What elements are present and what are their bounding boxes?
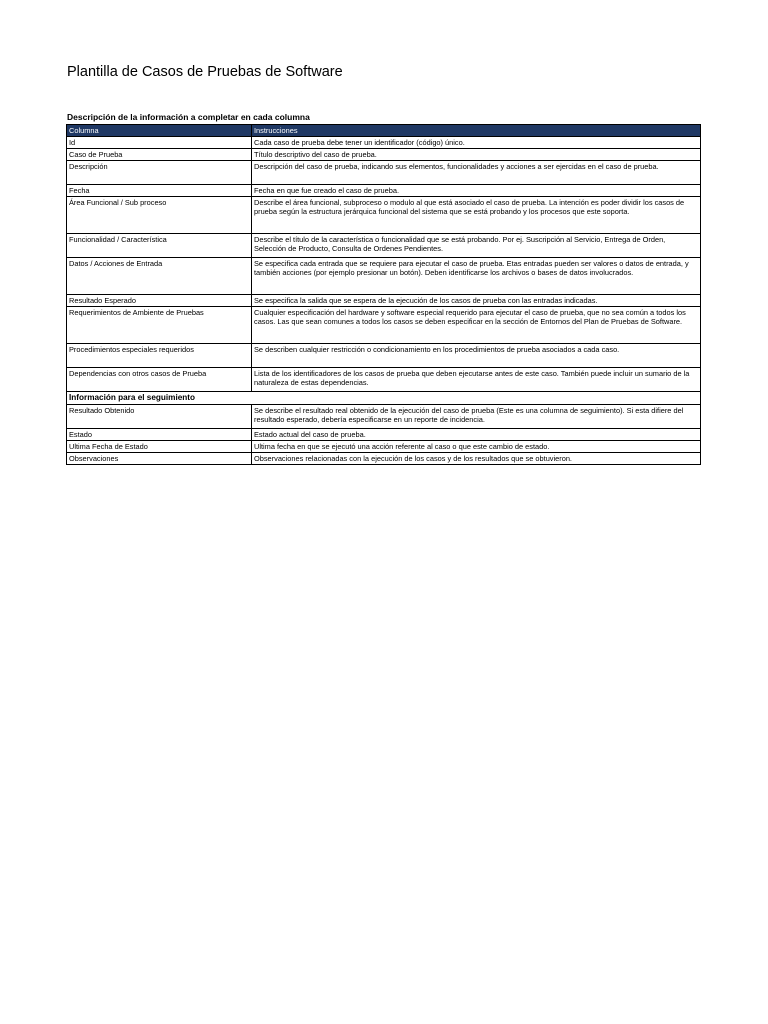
row-column-name: Procedimientos especiales requeridos	[67, 344, 252, 368]
table-row	[67, 441, 701, 453]
row-column-name: Datos / Acciones de Entrada	[67, 258, 252, 295]
row-column-name: Ultima Fecha de Estado	[67, 441, 252, 453]
table-row	[67, 234, 701, 258]
table-row	[67, 258, 701, 295]
table-row	[67, 405, 701, 429]
section-caption: Descripción de la información a completar en cada columna	[67, 112, 310, 122]
row-column-name: Funcionalidad / Característica	[67, 234, 252, 258]
row-instruction: Se especifica la salida que se espera de la ejecución de los casos de prueba con las entradas indicadas.	[252, 295, 701, 307]
table-row	[67, 295, 701, 307]
table-row	[67, 453, 701, 465]
table-row	[67, 344, 701, 368]
row-column-name: Área Funcional / Sub proceso	[67, 197, 252, 234]
row-column-name: Estado	[67, 429, 252, 441]
row-instruction: Observaciones relacionadas con la ejecución de los casos y de los resultados que se obtuvieron.	[252, 453, 701, 465]
row-instruction: Cualquier especificación del hardware y software especial requerido para ejecutar el caso de prueba, que no sea común a todos los casos. Las que sean comunes a todos los casos se deben especificar en la sección de Entornos del Plan de Pruebas de Software.	[252, 307, 701, 344]
table-row	[67, 368, 701, 392]
row-instruction: Describe el título de la característica o funcionalidad que se está probando. Por ej. Suscripción al Servicio, Entrega de Orden, Selección de Producto, Consulta de Ordenes Pendientes.	[252, 234, 701, 258]
row-instruction: Lista de los identificadores de los casos de prueba que deben ejecutarse antes de este caso. También puede incluir un sumario de la naturaleza de estas dependencias.	[252, 368, 701, 392]
table-row	[67, 185, 701, 197]
table-row	[67, 429, 701, 441]
instructions-table	[66, 124, 701, 465]
row-instruction: Se describen cualquier restricción o condicionamiento en los procedimientos de prueba asociados a cada caso.	[252, 344, 701, 368]
table-row	[67, 137, 701, 149]
row-instruction: Describe el área funcional, subproceso o modulo al que está asociado el caso de prueba. La intención es poder dividir los casos de prueba según la estructura jerárquica funcional del sistema que se está probando y los procesos que este soporta.	[252, 197, 701, 234]
row-instruction: Se describe el resultado real obtenido de la ejecución del caso de prueba (Este es una columna de seguimiento). Si esta difiere del resultado esperado, debería especificarse en un reporte de incidencia.	[252, 405, 701, 429]
row-column-name: Dependencias con otros casos de Prueba	[67, 368, 252, 392]
table-row	[67, 307, 701, 344]
table-header-row	[67, 125, 701, 137]
row-instruction: Descripción del caso de prueba, indicando sus elementos, funcionalidades y acciones a ser ejercidas en el caso de prueba.	[252, 161, 701, 185]
row-column-name: Resultado Obtenido	[67, 405, 252, 429]
row-instruction: Título descriptivo del caso de prueba.	[252, 149, 701, 161]
row-column-name: Requerimientos de Ambiente de Pruebas	[67, 307, 252, 344]
row-column-name: Fecha	[67, 185, 252, 197]
row-column-name: Resultado Esperado	[67, 295, 252, 307]
row-column-name: Descripción	[67, 161, 252, 185]
table-row	[67, 161, 701, 185]
column-header-columna: Columna	[67, 125, 252, 137]
table-row	[67, 149, 701, 161]
row-instruction: Se especifica cada entrada que se requiere para ejecutar el caso de prueba. Etas entradas pueden ser valores o datos de entrada, y también acciones (por ejemplo presionar un botón). Deben identificarse los archivos o bases de datos involucrados.	[252, 258, 701, 295]
column-header-instrucciones: Instrucciones	[252, 125, 701, 137]
table-row	[67, 197, 701, 234]
row-column-name: Id	[67, 137, 252, 149]
tracking-subheading-row	[67, 392, 701, 405]
row-instruction: Estado actual del caso de prueba.	[252, 429, 701, 441]
row-column-name: Caso de Prueba	[67, 149, 252, 161]
page-title: Plantilla de Casos de Pruebas de Software	[67, 64, 343, 80]
row-instruction: Fecha en que fue creado el caso de prueba.	[252, 185, 701, 197]
row-column-name: Observaciones	[67, 453, 252, 465]
row-instruction: Ultima fecha en que se ejecutó una acción referente al caso o que este cambio de estado.	[252, 441, 701, 453]
tracking-subheading: Información para el seguimiento	[67, 392, 701, 405]
row-instruction: Cada caso de prueba debe tener un identificador (código) único.	[252, 137, 701, 149]
